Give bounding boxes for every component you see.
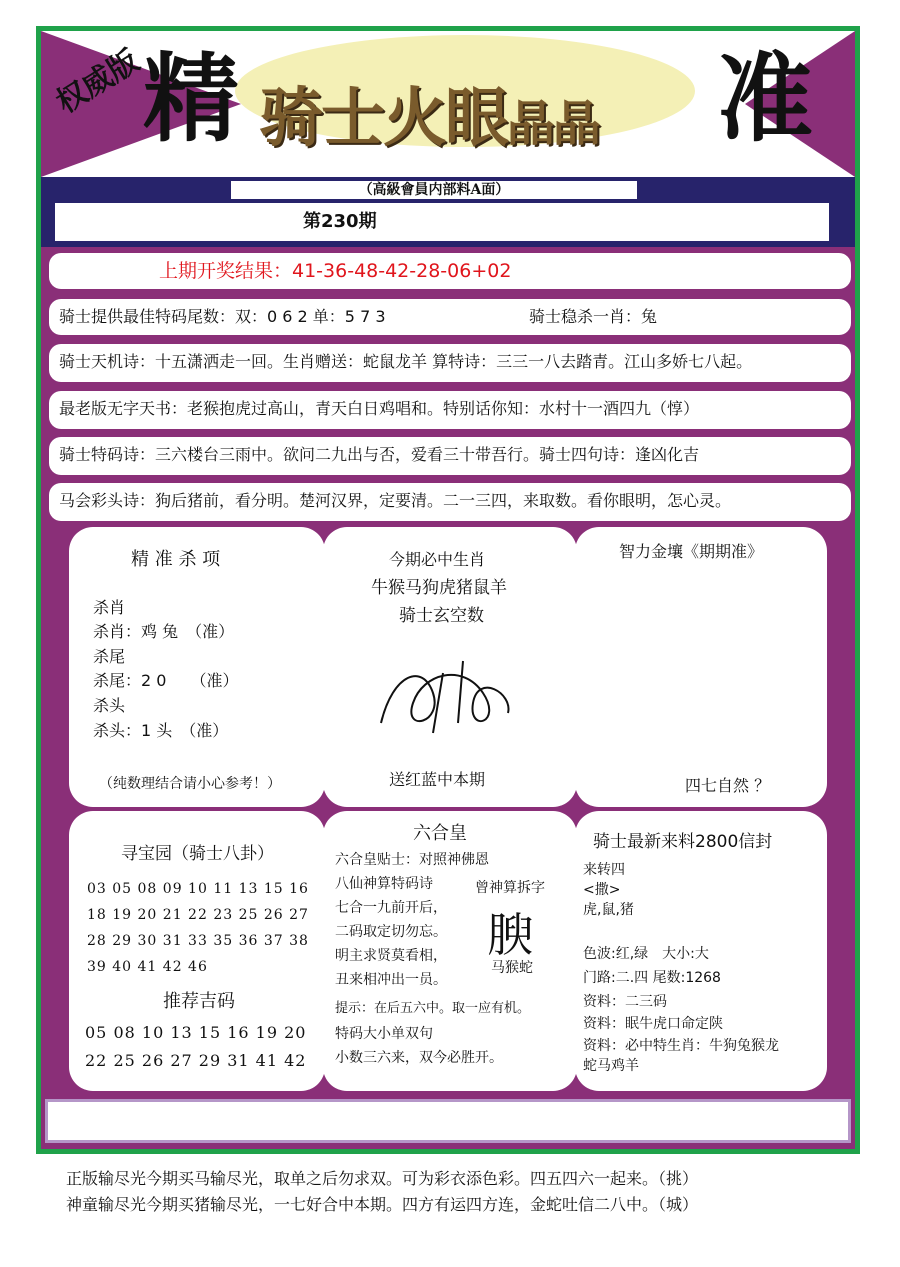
kill-box (69, 527, 325, 807)
lhh-line-1: 六合皇贴士：对照神佛恩 (335, 852, 489, 868)
info-line-10: 蛇马鸡羊 (583, 1058, 639, 1074)
brand-title (259, 67, 599, 159)
zodiac-line-2: 牛猴马狗虎猪鼠羊 (371, 578, 507, 598)
kill-line-6: 杀头：1 头 （准） (93, 721, 229, 740)
signature-scribble (373, 653, 523, 743)
lhh-line-5: 明主求贤莫看相， (335, 948, 447, 964)
lhh-line-9: 小数三六来，双今必胜开。 (335, 1050, 503, 1066)
kill-box-note: （纯数理结合请小心参考！） (99, 776, 281, 792)
kill-line-3: 杀尾 (93, 647, 126, 666)
info-line-1: 来转四 (583, 862, 625, 878)
info-title: 骑士最新来料2800信封 (593, 832, 773, 852)
info-line-5: 色波:红,绿 大小:大 (583, 946, 709, 962)
lhh-line-4: 二码取定切勿忘。 (335, 924, 447, 940)
title-right-char: 准 (717, 42, 813, 155)
kill-line-5: 杀头 (93, 696, 126, 715)
lhh-side-title: 曾神算拆字 (475, 880, 545, 896)
tail-digits-row (49, 299, 851, 335)
recommend-row-1: 05 08 10 13 15 16 19 20 (85, 1023, 307, 1042)
info-line-2: <撒> (583, 882, 621, 898)
zodiac-line-3: 骑士玄空数 (399, 606, 484, 626)
treasure-row-4: 39 40 41 42 46 (87, 959, 208, 975)
brand-main: 骑士火眼 (259, 81, 507, 156)
issue-number: 第230期 (55, 203, 829, 241)
recommend-row-2: 22 25 26 27 29 31 41 42 (85, 1051, 307, 1070)
treasure-row-3: 28 29 30 31 33 35 36 37 38 (87, 933, 309, 949)
treasure-title: 寻宝园（骑士八卦） (121, 844, 274, 864)
last-result-row: 上期开奖结果：41-36-48-42-28-06+02 (49, 253, 851, 289)
lhh-line-7: 提示：在后五六中。取一应有机。 (335, 1001, 531, 1016)
kill-one-text: 骑士稳杀一肖：兔 (529, 307, 658, 326)
zodiac-line-1: 今期必中生肖 (389, 550, 486, 569)
kill-line-2: 杀肖：鸡 兔 （准） (93, 622, 235, 641)
treasure-row-2: 18 19 20 21 22 23 25 26 27 (87, 907, 309, 923)
zodiac-bottom: 送红蓝中本期 (389, 770, 486, 789)
poem-row-2: 最老版无字天书：老猴抱虎过高山，青天白日鸡唱和。特别话你知：水村十一酒四九（惇） (49, 391, 851, 429)
lhh-line-6: 丑来相冲出一员。 (335, 972, 447, 988)
info-line-7: 资料：二三码 (583, 994, 667, 1010)
wisdom-bottom: 四七自然 ？ (685, 776, 771, 795)
footer-line-1: 正版输尽光今期买马输尽光，取单之后勿求双。可为彩衣添色彩。四五四六一起来。（挑） (66, 1169, 699, 1188)
info-line-8: 资料：眠牛虎口命定陕 (583, 1016, 723, 1032)
info-line-3: 虎,鼠,猪 (583, 902, 634, 918)
subtitle: （高級會員内部料A面） (231, 181, 637, 199)
poem-row-3: 骑士特码诗：三六楼台三雨中。欲问二九出与否，爱看三十带吾行。骑士四句诗：逢凶化吉 (49, 437, 851, 475)
treasure-row-1: 03 05 08 09 10 11 13 15 16 (87, 881, 309, 897)
treasure-box (69, 811, 325, 1091)
brand-small: 晶晶 (507, 96, 600, 152)
lhh-side-bottom: 马猴蛇 (491, 960, 533, 976)
wisdom-box (575, 527, 827, 807)
poem-row-1: 骑士天机诗：十五潇洒走一回。生肖赠送：蛇鼠龙羊 算特诗：三三一八去踏青。江山多娇七八起。 (49, 344, 851, 382)
split-glyph: 腴 (487, 908, 533, 962)
recommend-title: 推荐吉码 (163, 991, 235, 1012)
info-box (575, 811, 827, 1091)
poem-row-4: 马会彩头诗：狗后猪前，看分明。楚河汉界，定要清。二一三四，来取数。看你眼明，怎心灵。 (49, 483, 851, 521)
zodiac-box (323, 527, 577, 807)
lhh-line-2: 八仙神算特码诗 (335, 876, 433, 892)
footer-bar (45, 1099, 851, 1143)
lhh-title: 六合皇 (413, 823, 467, 844)
tail-digits-text: 骑士提供最佳特码尾数：双：0 6 2 单：5 7 3 (59, 307, 386, 326)
header-banner (41, 31, 855, 177)
kill-line-4: 杀尾：2 0 （准） (93, 671, 239, 690)
title-left-char: 精 (143, 42, 239, 155)
lhh-line-8: 特码大小单双句 (335, 1026, 433, 1042)
footer-line-2: 神童输尽光今期买猪输尽光，一七好合中本期。四方有运四方连，金蛇吐信二八中。（城） (66, 1195, 699, 1214)
info-line-6: 门路:二.四 尾数:1268 (583, 970, 721, 986)
authority-tag: 权威版 (50, 43, 146, 121)
lhh-box (323, 811, 577, 1091)
info-line-9: 资料：必中特生肖：牛狗兔猴龙 (583, 1038, 779, 1054)
kill-line-1: 杀肖 (93, 598, 126, 617)
poster-frame (36, 26, 860, 1154)
wisdom-title: 智力金壤《期期准》 (619, 542, 764, 561)
lhh-line-3: 七合一九前开后， (335, 900, 447, 916)
kill-box-title: 精 准 杀 项 (131, 549, 221, 570)
